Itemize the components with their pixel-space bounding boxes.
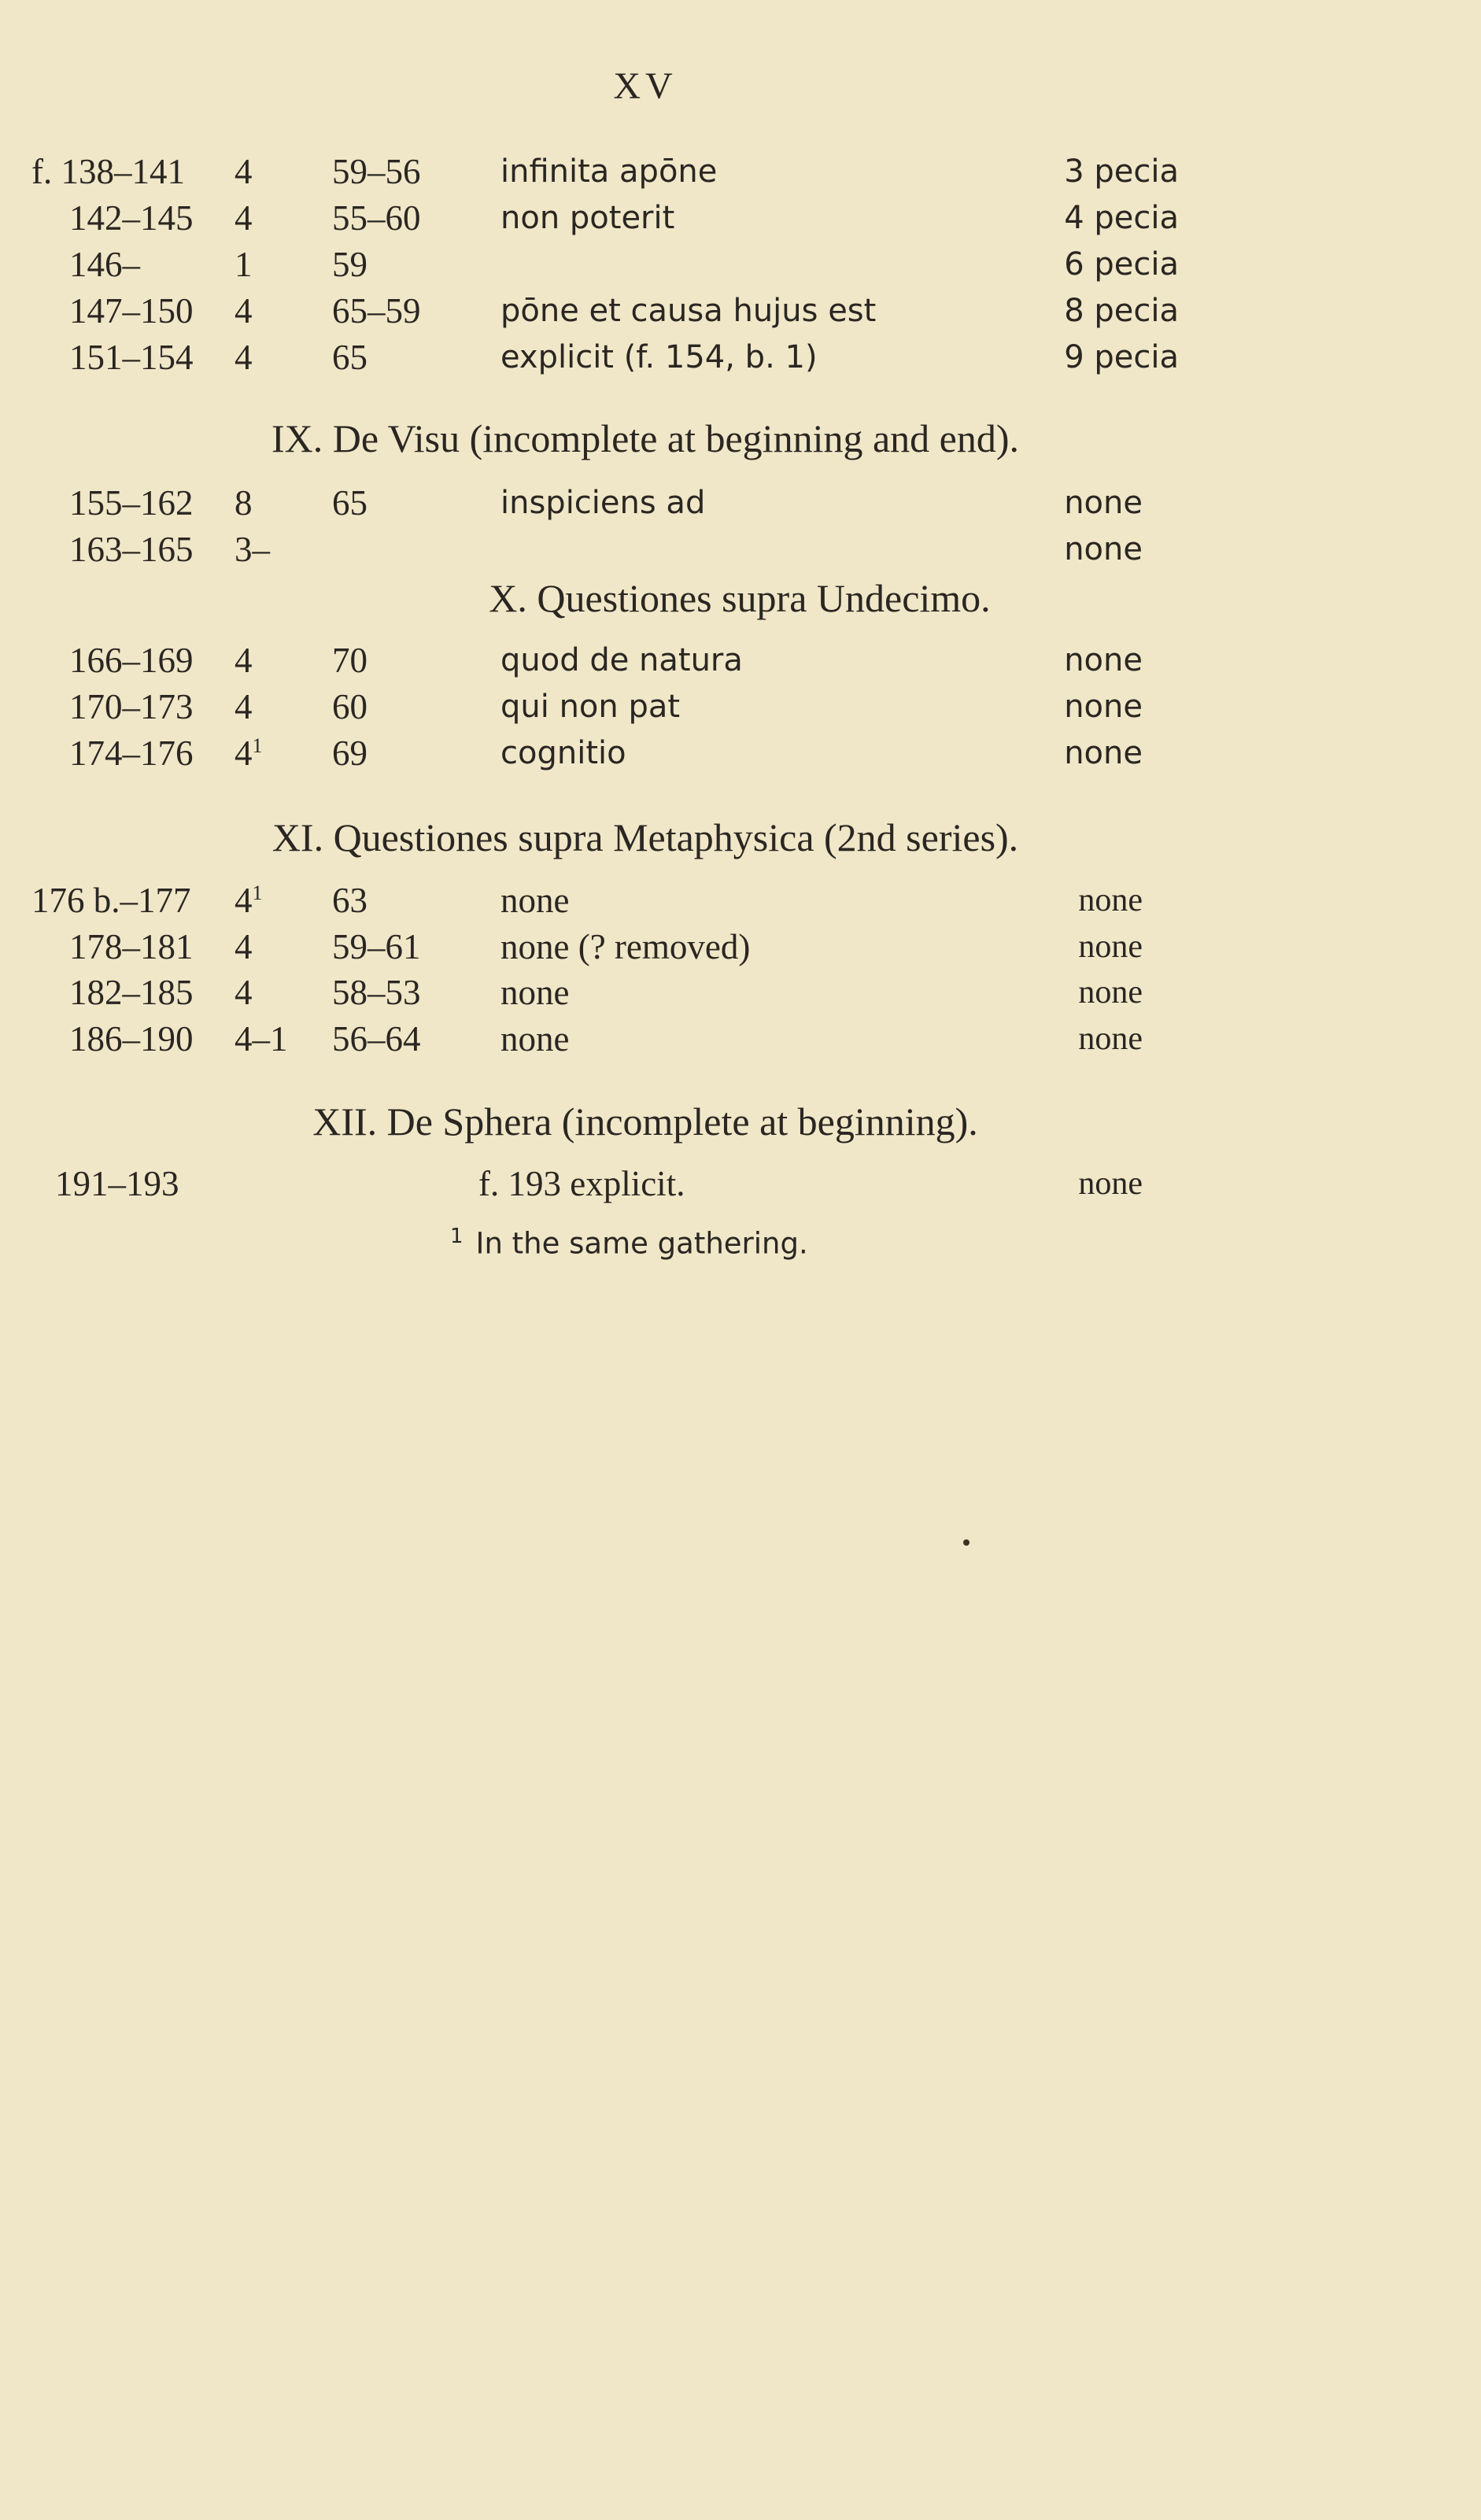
- footnote-ref: 1: [252, 881, 263, 904]
- folio-range: 176 b.–177: [31, 881, 191, 920]
- pecia-mark: none: [1064, 642, 1143, 678]
- table-row: [0, 527, 1338, 571]
- incipit-text: explicit (f. 154, b. 1): [500, 339, 818, 375]
- line-count: 65–59: [332, 291, 421, 331]
- section-heading: IX. De Visu (incomplete at beginning and end).: [271, 416, 1019, 460]
- gathering-count: 4: [235, 927, 253, 966]
- table-row: [0, 289, 1338, 333]
- gathering-count: 4: [235, 973, 253, 1012]
- folio-range: 166–169: [69, 641, 194, 680]
- footnote: [450, 1225, 808, 1260]
- table-row: [0, 481, 1338, 525]
- line-count: 56–64: [332, 1019, 421, 1059]
- line-count: 59–56: [332, 152, 421, 191]
- line-count: 55–60: [332, 198, 421, 238]
- folio-range: 142–145: [69, 198, 194, 238]
- pecia-mark: none: [1078, 929, 1143, 965]
- folio-range: 178–181: [69, 927, 194, 966]
- line-count: 58–53: [332, 973, 421, 1012]
- pecia-mark: none: [1078, 1021, 1143, 1057]
- line-count: 60: [332, 687, 367, 726]
- folio-range: 146–: [69, 245, 140, 284]
- folio-range: 186–190: [69, 1019, 194, 1059]
- gathering-count: 8: [235, 483, 253, 523]
- pecia-mark: 6 pecia: [1064, 246, 1179, 283]
- table-row: [0, 638, 1338, 682]
- gathering-count: 4: [235, 338, 253, 377]
- gathering-count: [235, 878, 263, 922]
- folio-range: 151–154: [69, 338, 194, 377]
- incipit-text: quod de natura: [500, 642, 743, 678]
- paper-speck: [963, 1539, 969, 1546]
- section-heading: X. Questiones supra Undecimo.: [489, 576, 991, 620]
- folio-range: 147–150: [69, 291, 194, 331]
- folio-range: 182–185: [69, 973, 194, 1012]
- pecia-mark: none: [1064, 689, 1143, 725]
- table-row: [0, 242, 1338, 286]
- pecia-mark: none: [1078, 1166, 1143, 1202]
- line-count: 69: [332, 733, 367, 773]
- pecia-mark: none: [1078, 974, 1143, 1011]
- gathering-count: 3–: [235, 530, 270, 569]
- gathering-count: [235, 731, 263, 775]
- section-heading: XI. Questiones supra Metaphysica (2nd series).: [271, 815, 1019, 859]
- gathering-number: 4: [235, 733, 253, 773]
- incipit-text: none: [500, 973, 570, 1012]
- line-count: 70: [332, 641, 367, 680]
- footnote-mark: 1: [450, 1225, 464, 1248]
- line-count: 59–61: [332, 927, 421, 966]
- line-count: 65: [332, 338, 367, 377]
- incipit-text: none: [500, 881, 570, 920]
- table-row: [0, 970, 1338, 1014]
- incipit-text: cognitio: [500, 735, 626, 771]
- gathering-count: 4: [235, 291, 253, 331]
- explicit-note: f. 193 explicit.: [478, 1164, 685, 1203]
- folio-range: 191–193: [55, 1164, 179, 1203]
- incipit-text: pōne et causa hujus est: [500, 293, 877, 329]
- folio-range: f. 138–141: [31, 152, 185, 191]
- pecia-mark: none: [1064, 531, 1143, 567]
- table-row: [0, 196, 1338, 240]
- table-row: [0, 731, 1338, 775]
- gathering-count: 4: [235, 198, 253, 238]
- gathering-count: 1: [235, 245, 253, 284]
- gathering-number: 4: [235, 881, 253, 920]
- line-count: 59: [332, 245, 367, 284]
- table-row: [0, 1017, 1338, 1061]
- gathering-count: 4: [235, 687, 253, 726]
- incipit-text: qui non pat: [500, 689, 681, 725]
- table-row: [0, 1162, 1338, 1206]
- folio-range: 163–165: [69, 530, 194, 569]
- footnote-text: In the same gathering.: [475, 1226, 808, 1261]
- gathering-count: 4: [235, 641, 253, 680]
- table-row: [0, 150, 1338, 194]
- folio-range: 170–173: [69, 687, 194, 726]
- folio-range: 174–176: [69, 733, 194, 773]
- incipit-text: none (? removed): [500, 927, 751, 966]
- section-heading: XII. De Sphera (incomplete at beginning).: [312, 1099, 978, 1144]
- pecia-mark: none: [1064, 735, 1143, 771]
- footnote-ref: 1: [252, 734, 263, 757]
- pecia-mark: none: [1078, 882, 1143, 918]
- pecia-mark: 8 pecia: [1064, 293, 1179, 329]
- line-count: 63: [332, 881, 367, 920]
- table-row: [0, 335, 1338, 379]
- incipit-text: none: [500, 1019, 570, 1059]
- table-row: [0, 878, 1338, 922]
- gathering-count: 4–1: [235, 1019, 288, 1059]
- incipit-text: inspiciens ad: [500, 485, 706, 521]
- gathering-count: 4: [235, 152, 253, 191]
- incipit-text: infinita apōne: [500, 153, 718, 190]
- pecia-mark: 4 pecia: [1064, 200, 1179, 236]
- page-number: XV: [613, 65, 678, 107]
- pecia-mark: 9 pecia: [1064, 339, 1179, 375]
- table-row: [0, 925, 1338, 969]
- line-count: 65: [332, 483, 367, 523]
- folio-range: 155–162: [69, 483, 194, 523]
- table-row: [0, 685, 1338, 729]
- incipit-text: non poterit: [500, 200, 675, 236]
- pecia-mark: 3 pecia: [1064, 153, 1179, 190]
- pecia-mark: none: [1064, 485, 1143, 521]
